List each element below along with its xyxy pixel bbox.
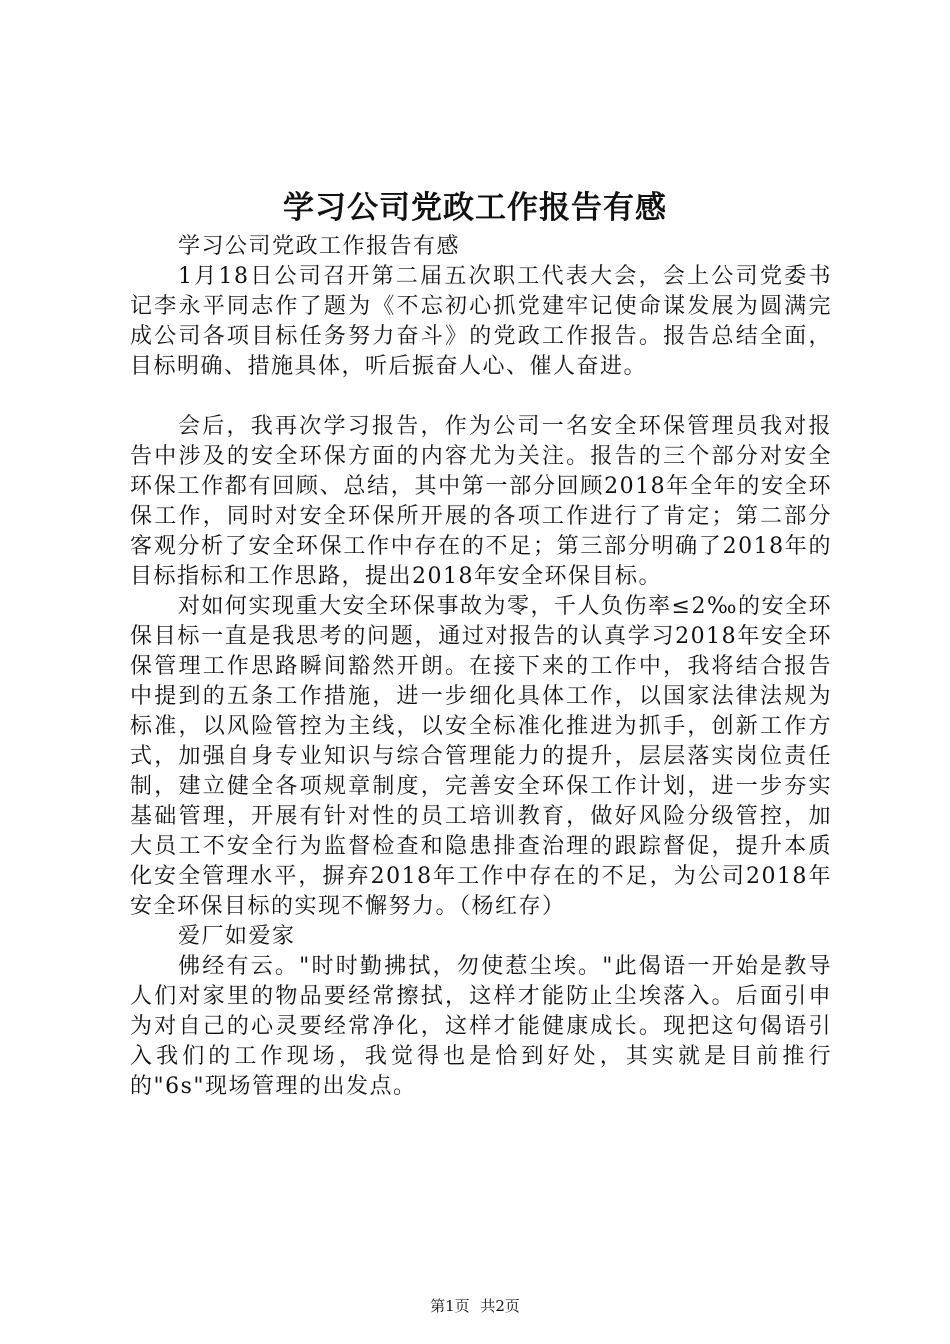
document-title: 学习公司党政工作报告有感 bbox=[283, 190, 667, 226]
blank-line bbox=[130, 382, 832, 412]
paragraph-review: 会后，我再次学习报告，作为公司一名安全环保管理员我对报告中涉及的安全环保方面的内容尤为关注。报告的三个部分对安全环保工作都有回顾、总结，其中第一部分回顾2018年全年的安全环保工作，同时对安全环保所开展的各项工作进行了肯定；第二部分客观分析了安全环保工作中存在的不足；第三部分明确了2018年的目标指标和工作思路，提出2018年安全环保目标。 bbox=[130, 414, 832, 589]
paragraph-goals: 对如何实现重大安全环保事故为零，千人负伤率≤2‰的安全环保目标一直是我思考的问题，通过对报告的认真学习2018年安全环保管理工作思路瞬间豁然开朗。在接下来的工作中，我将结合报告中提到的五条工作措施，进一步细化具体工作，以国家法律法规为标准，以风险管控为主线，以安全标准化推进为抓手，创新工作方式，加强自身专业知识与综合管理能力的提升，层层落实岗位责任制，建立健全各项规章制度，完善安全环保工作计划，进一步夯实基础管理，开展有针对性的员工培训教育，做好风险分级管控，加大员工不安全行为监督检查和隐患排查治理的跟踪督促，提升本质化安全管理水平，摒弃2018年工作中存在的不足，为公司2018年安全环保目标的实现不懈努力。（杨红存） bbox=[130, 594, 832, 919]
paragraph-intro: 1月18日公司召开第二届五次职工代表大会，会上公司党委书记李永平同志作了题为《不忘初心抓党建牢记使命谋发展为圆满完成公司各项目标任务努力奋斗》的党政工作报告。报告总结全面，目标明确、措施具体，听后振奋人心、催人奋进。 bbox=[130, 264, 832, 379]
page-footer bbox=[0, 1296, 950, 1316]
paragraph-buddhist-verse: 佛经有云。"时时勤拂拭，勿使惹尘埃。"此偈语一开始是教导人们对家里的物品要经常擦拭，这样才能防止尘埃落入。后面引申为对自己的心灵要经常净化，这样才能健康成长。现把这句偈语引入我们的工作现场，我觉得也是恰到好处，其实就是目前推行的"6s"现场管理的出发点。 bbox=[130, 954, 832, 1099]
document-body bbox=[130, 232, 832, 1102]
paragraph-subtitle: 学习公司党政工作报告有感 bbox=[178, 234, 461, 259]
page-number: 第1页 bbox=[430, 1297, 470, 1315]
page-total: 共2页 bbox=[480, 1297, 520, 1315]
paragraph-heading-love-factory: 爱厂如爱家 bbox=[178, 924, 296, 949]
